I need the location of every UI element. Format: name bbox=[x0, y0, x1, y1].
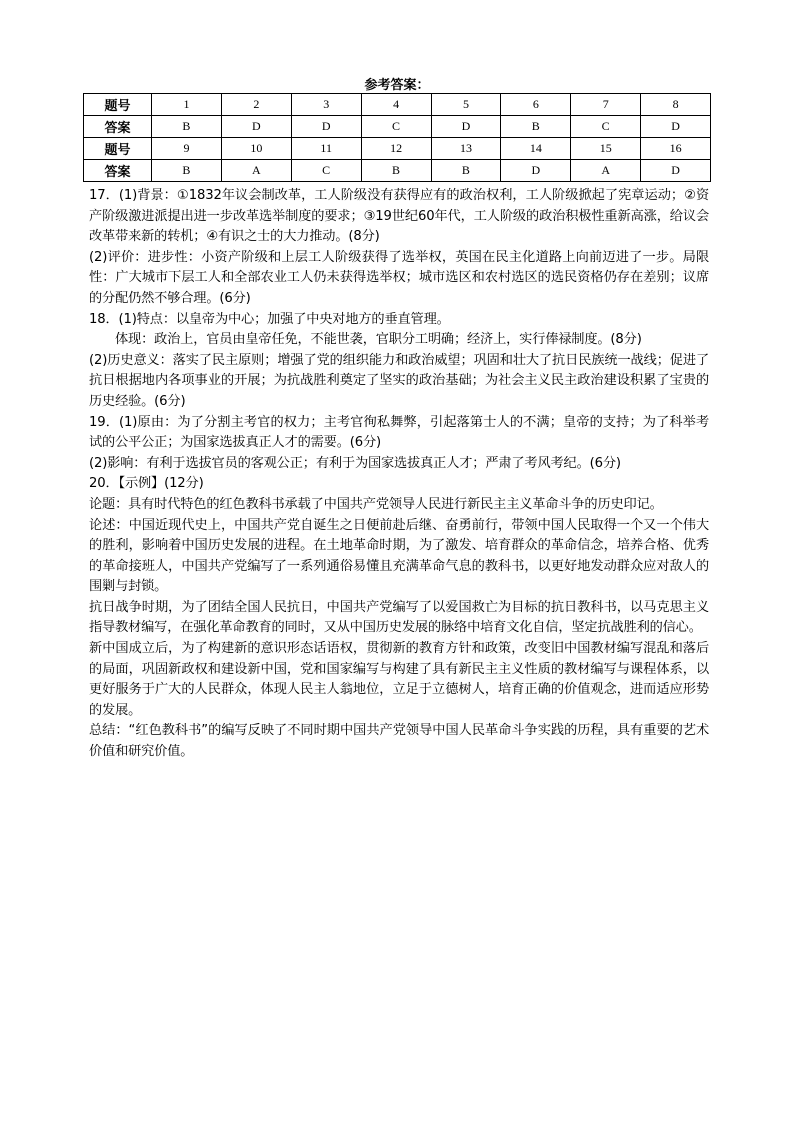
table-cell: A bbox=[571, 160, 641, 182]
table-cell: D bbox=[641, 116, 711, 138]
table-cell: 13 bbox=[431, 138, 501, 160]
table-cell: 16 bbox=[641, 138, 711, 160]
table-row bbox=[84, 160, 711, 182]
table-cell: 14 bbox=[501, 138, 571, 160]
table-cell: D bbox=[501, 160, 571, 182]
table-cell: 7 bbox=[571, 94, 641, 116]
paragraph-20-thesis: 论题：具有时代特色的红色教科书承载了中国共产党领导人民进行新民主主义革命斗争的历史印记。 bbox=[89, 496, 663, 512]
table-cell: 11 bbox=[291, 138, 361, 160]
paragraph-18-1: 18．(1)特点：以皇帝为中心；加强了中央对地方的垂直管理。 bbox=[89, 311, 450, 327]
table-cell: D bbox=[431, 116, 501, 138]
table-cell: 2 bbox=[221, 94, 291, 116]
table-cell: D bbox=[221, 116, 291, 138]
table-cell: B bbox=[152, 116, 222, 138]
table-cell: 6 bbox=[501, 94, 571, 116]
table-cell: C bbox=[291, 160, 361, 182]
table-cell: B bbox=[501, 116, 571, 138]
row-header: 题号 bbox=[84, 94, 152, 116]
table-cell: 5 bbox=[431, 94, 501, 116]
table-cell: 4 bbox=[361, 94, 431, 116]
table-cell: 8 bbox=[641, 94, 711, 116]
table-cell: C bbox=[571, 116, 641, 138]
paragraph-20-argument: 论述：中国近现代史上，中国共产党自诞生之日便前赴后继、奋勇前行，带领中国人民取得一个又一个伟大的胜利，影响着中国历史发展的进程。在土地革命时期，为了激发、培育群众的革命信念，培养合格、优秀的革命接班人，中国共产党编写了一系列通俗易懂且充满革命气息的教科书，以更好地发动群众应对敌人的围剿与封锁。 bbox=[89, 517, 709, 595]
table-cell: 3 bbox=[291, 94, 361, 116]
answer-table bbox=[83, 93, 711, 182]
paragraph-20-new-china: 新中国成立后，为了构建新的意识形态话语权，贯彻新的教育方针和政策，改变旧中国教材编写混乱和落后的局面，巩固新政权和建设新中国，党和国家编写与构建了具有新民主主义性质的教材编写与课程体系，以更好服务于广大的人民群众，体现人民主人翁地位，立足于立德树人，培育正确的价值观念，进而适应形势的发展。 bbox=[89, 641, 709, 718]
table-cell: B bbox=[361, 160, 431, 182]
table-cell: 10 bbox=[221, 138, 291, 160]
table-cell: B bbox=[431, 160, 501, 182]
table-row bbox=[84, 138, 711, 160]
table-cell: C bbox=[361, 116, 431, 138]
table-cell: A bbox=[221, 160, 291, 182]
table-cell: 9 bbox=[152, 138, 222, 160]
paragraph-20-heading: 20．【示例】(12分) bbox=[89, 476, 204, 492]
paragraph-19-2: (2)影响：有利于选拔官员的客观公正；有利于为国家选拔真正人才；严肃了考风考纪。(6分) bbox=[89, 455, 621, 471]
table-row bbox=[84, 116, 711, 138]
paragraph-17-2: (2)评价：进步性：小资产阶级和上层工人阶级获得了选举权，英国在民主化道路上向前迈进了一步。局限性：广大城市下层工人和全部农业工人仍未获得选举权；城市选区和农村选区的选民资格仍存在差别；议席的分配仍然不够合理。(6分) bbox=[89, 249, 709, 306]
row-header: 答案 bbox=[84, 116, 152, 138]
table-cell: 15 bbox=[571, 138, 641, 160]
paragraph-20-war-period: 抗日战争时期，为了团结全国人民抗日，中国共产党编写了以爱国救亡为目标的抗日教科书，以马克思主义指导教材编写，在强化革命教育的同时，又从中国历史发展的脉络中培育文化自信，坚定抗战胜利的信心。 bbox=[89, 599, 709, 636]
row-header: 题号 bbox=[84, 138, 152, 160]
table-row bbox=[84, 94, 711, 116]
table-cell: D bbox=[641, 160, 711, 182]
paragraph-20-conclusion: 总结：“红色教科书”的编写反映了不同时期中国共产党领导中国人民革命斗争实践的历程，具有重要的艺术价值和研究价值。 bbox=[89, 723, 709, 760]
row-header: 答案 bbox=[84, 160, 152, 182]
answer-explanations bbox=[89, 186, 709, 763]
table-cell: 1 bbox=[152, 94, 222, 116]
paragraph-18-1-detail: 体现：政治上，官员由皇帝任免，不能世袭，官职分工明确；经济上，实行俸禄制度。(8分) bbox=[115, 332, 642, 348]
table-cell: B bbox=[152, 160, 222, 182]
paragraph-17-1: 17．(1)背景：①1832年议会制改革，工人阶级没有获得应有的政治权利，工人阶级掀起了宪章运动；②资产阶级激进派提出进一步改革选举制度的要求；③19世纪60年代，工人阶级的政治积极性重新高涨，给议会改革带来新的转机；④有识之士的大力推动。(8分) bbox=[89, 188, 709, 245]
page-title: 参考答案： bbox=[364, 78, 430, 93]
table-cell: 12 bbox=[361, 138, 431, 160]
paragraph-19-1: 19．(1)原由：为了分割主考官的权力；主考官徇私舞弊，引起落第士人的不满；皇帝的支持；为了科举考试的公平公正；为国家选拔真正人才的需要。(6分) bbox=[89, 414, 709, 451]
paragraph-18-2: (2)历史意义：落实了民主原则；增强了党的组织能力和政治威望；巩固和壮大了抗日民族统一战线；促进了抗日根据地内各项事业的开展；为抗战胜利奠定了坚实的政治基础；为社会主义民主政治建设积累了宝贵的历史经验。(6分) bbox=[89, 352, 709, 409]
table-cell: D bbox=[291, 116, 361, 138]
